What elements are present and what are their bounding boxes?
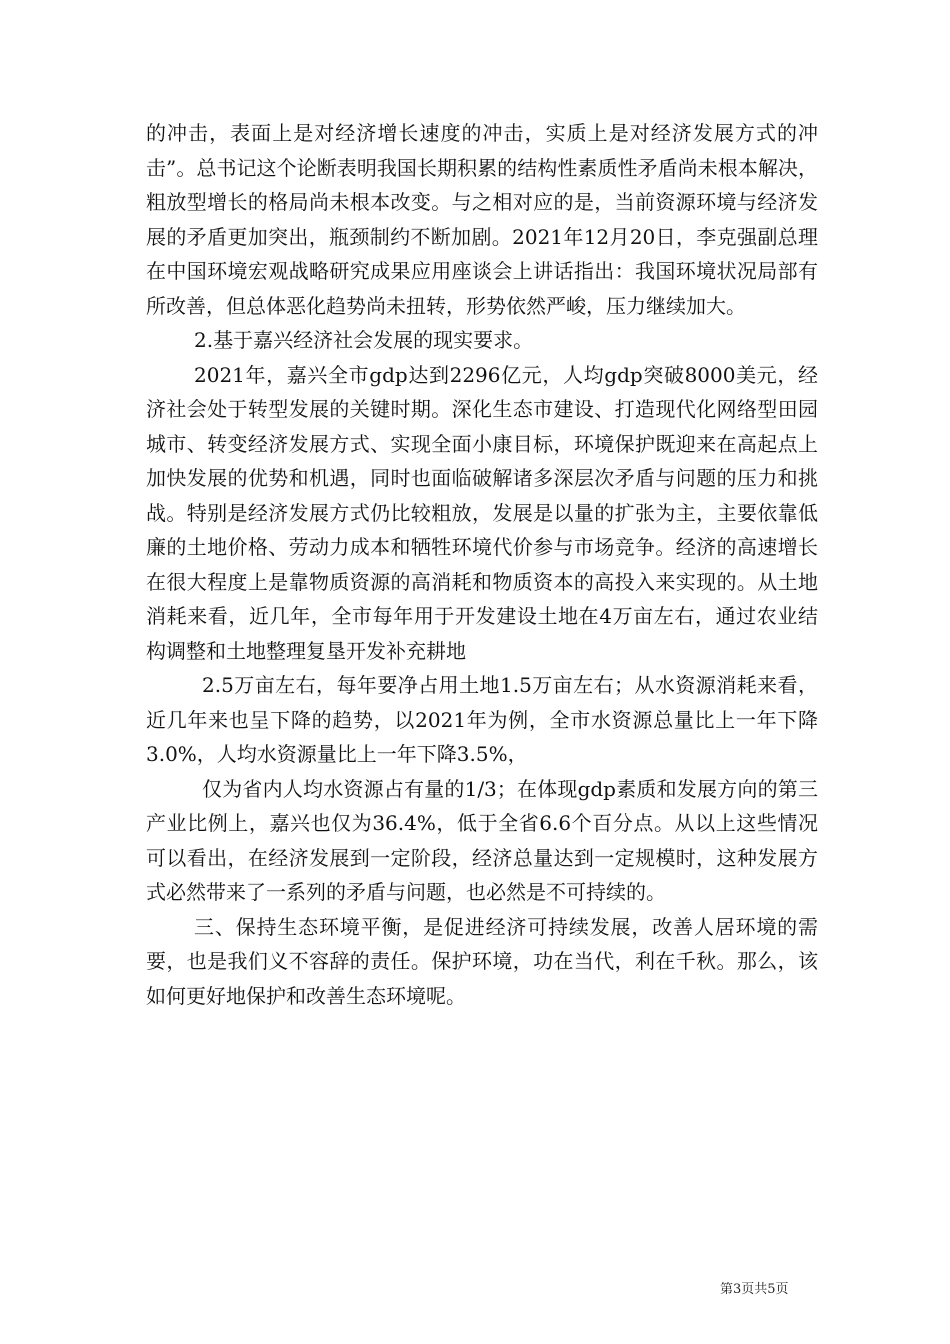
- paragraph-4: 2.5万亩左右，每年要净占用土地1.5万亩左右；从水资源消耗来看，近几年来也呈下降的趋势，以2021年为例，全市水资源总量比上一年下降3.0%，人均水资源量比上一年下降3.5%，: [146, 673, 818, 766]
- paragraph-5: 仅为省内人均水资源占有量的1/3；在体现gdp素质和发展方向的第三产业比例上，嘉兴也仅为36.4%，低于全省6.6个百分点。从以上这些情况可以看出，在经济发展到一定阶段，经济总量达到一定规模时，这种发展方式必然带来了一系列的矛盾与问题，也必然是不可持续的。: [146, 776, 818, 904]
- paragraph-6: 三、保持生态环境平衡，是促进经济可持续发展，改善人居环境的需要，也是我们义不容辞的责任。保护环境，功在当代，利在千秋。那么，该如何更好地保护和改善生态环境呢。: [146, 914, 818, 1008]
- paragraph-1: 的冲击，表面上是对经济增长速度的冲击，实质上是对经济发展方式的冲击”。总书记这个论断表明我国长期积累的结构性素质性矛盾尚未根本解决，粗放型增长的格局尚未根本改变。与之相对应的是，当前资源环境与经济发展的矛盾更加突出，瓶颈制约不断加剧。2021年12月20日，李克强副总理在中国环境宏观战略研究成果应用座谈会上讲话指出：我国环境状况局部有所改善，但总体恶化趋势尚未扭转，形势依然严峻，压力继续加大。: [146, 121, 818, 318]
- paragraph-2-heading: 2.基于嘉兴经济社会发展的现实要求。: [194, 328, 534, 352]
- page-number: 第3页共5页: [720, 1282, 789, 1297]
- document-body: [146, 116, 818, 1013]
- paragraph-3: 2021年，嘉兴全市gdp达到2296亿元，人均gdp突破8000美元，经济社会处于转型发展的关键时期。深化生态市建设、打造现代化网络型田园城市、转变经济发展方式、实现全面小康目标，环境保护既迎来在高起点上加快发展的优势和机遇，同时也面临破解诸多深层次矛盾与问题的压力和挑战。特别是经济发展方式仍比较粗放，发展是以量的扩张为主，主要依靠低廉的土地价格、劳动力成本和牺牲环境代价参与市场竞争。经济的高速增长在很大程度上是靠物质资源的高消耗和物质资本的高投入来实现的。从土地消耗来看，近几年，全市每年用于开发建设土地在4万亩左右，通过农业结构调整和土地整理复垦开发补充耕地: [146, 362, 818, 663]
